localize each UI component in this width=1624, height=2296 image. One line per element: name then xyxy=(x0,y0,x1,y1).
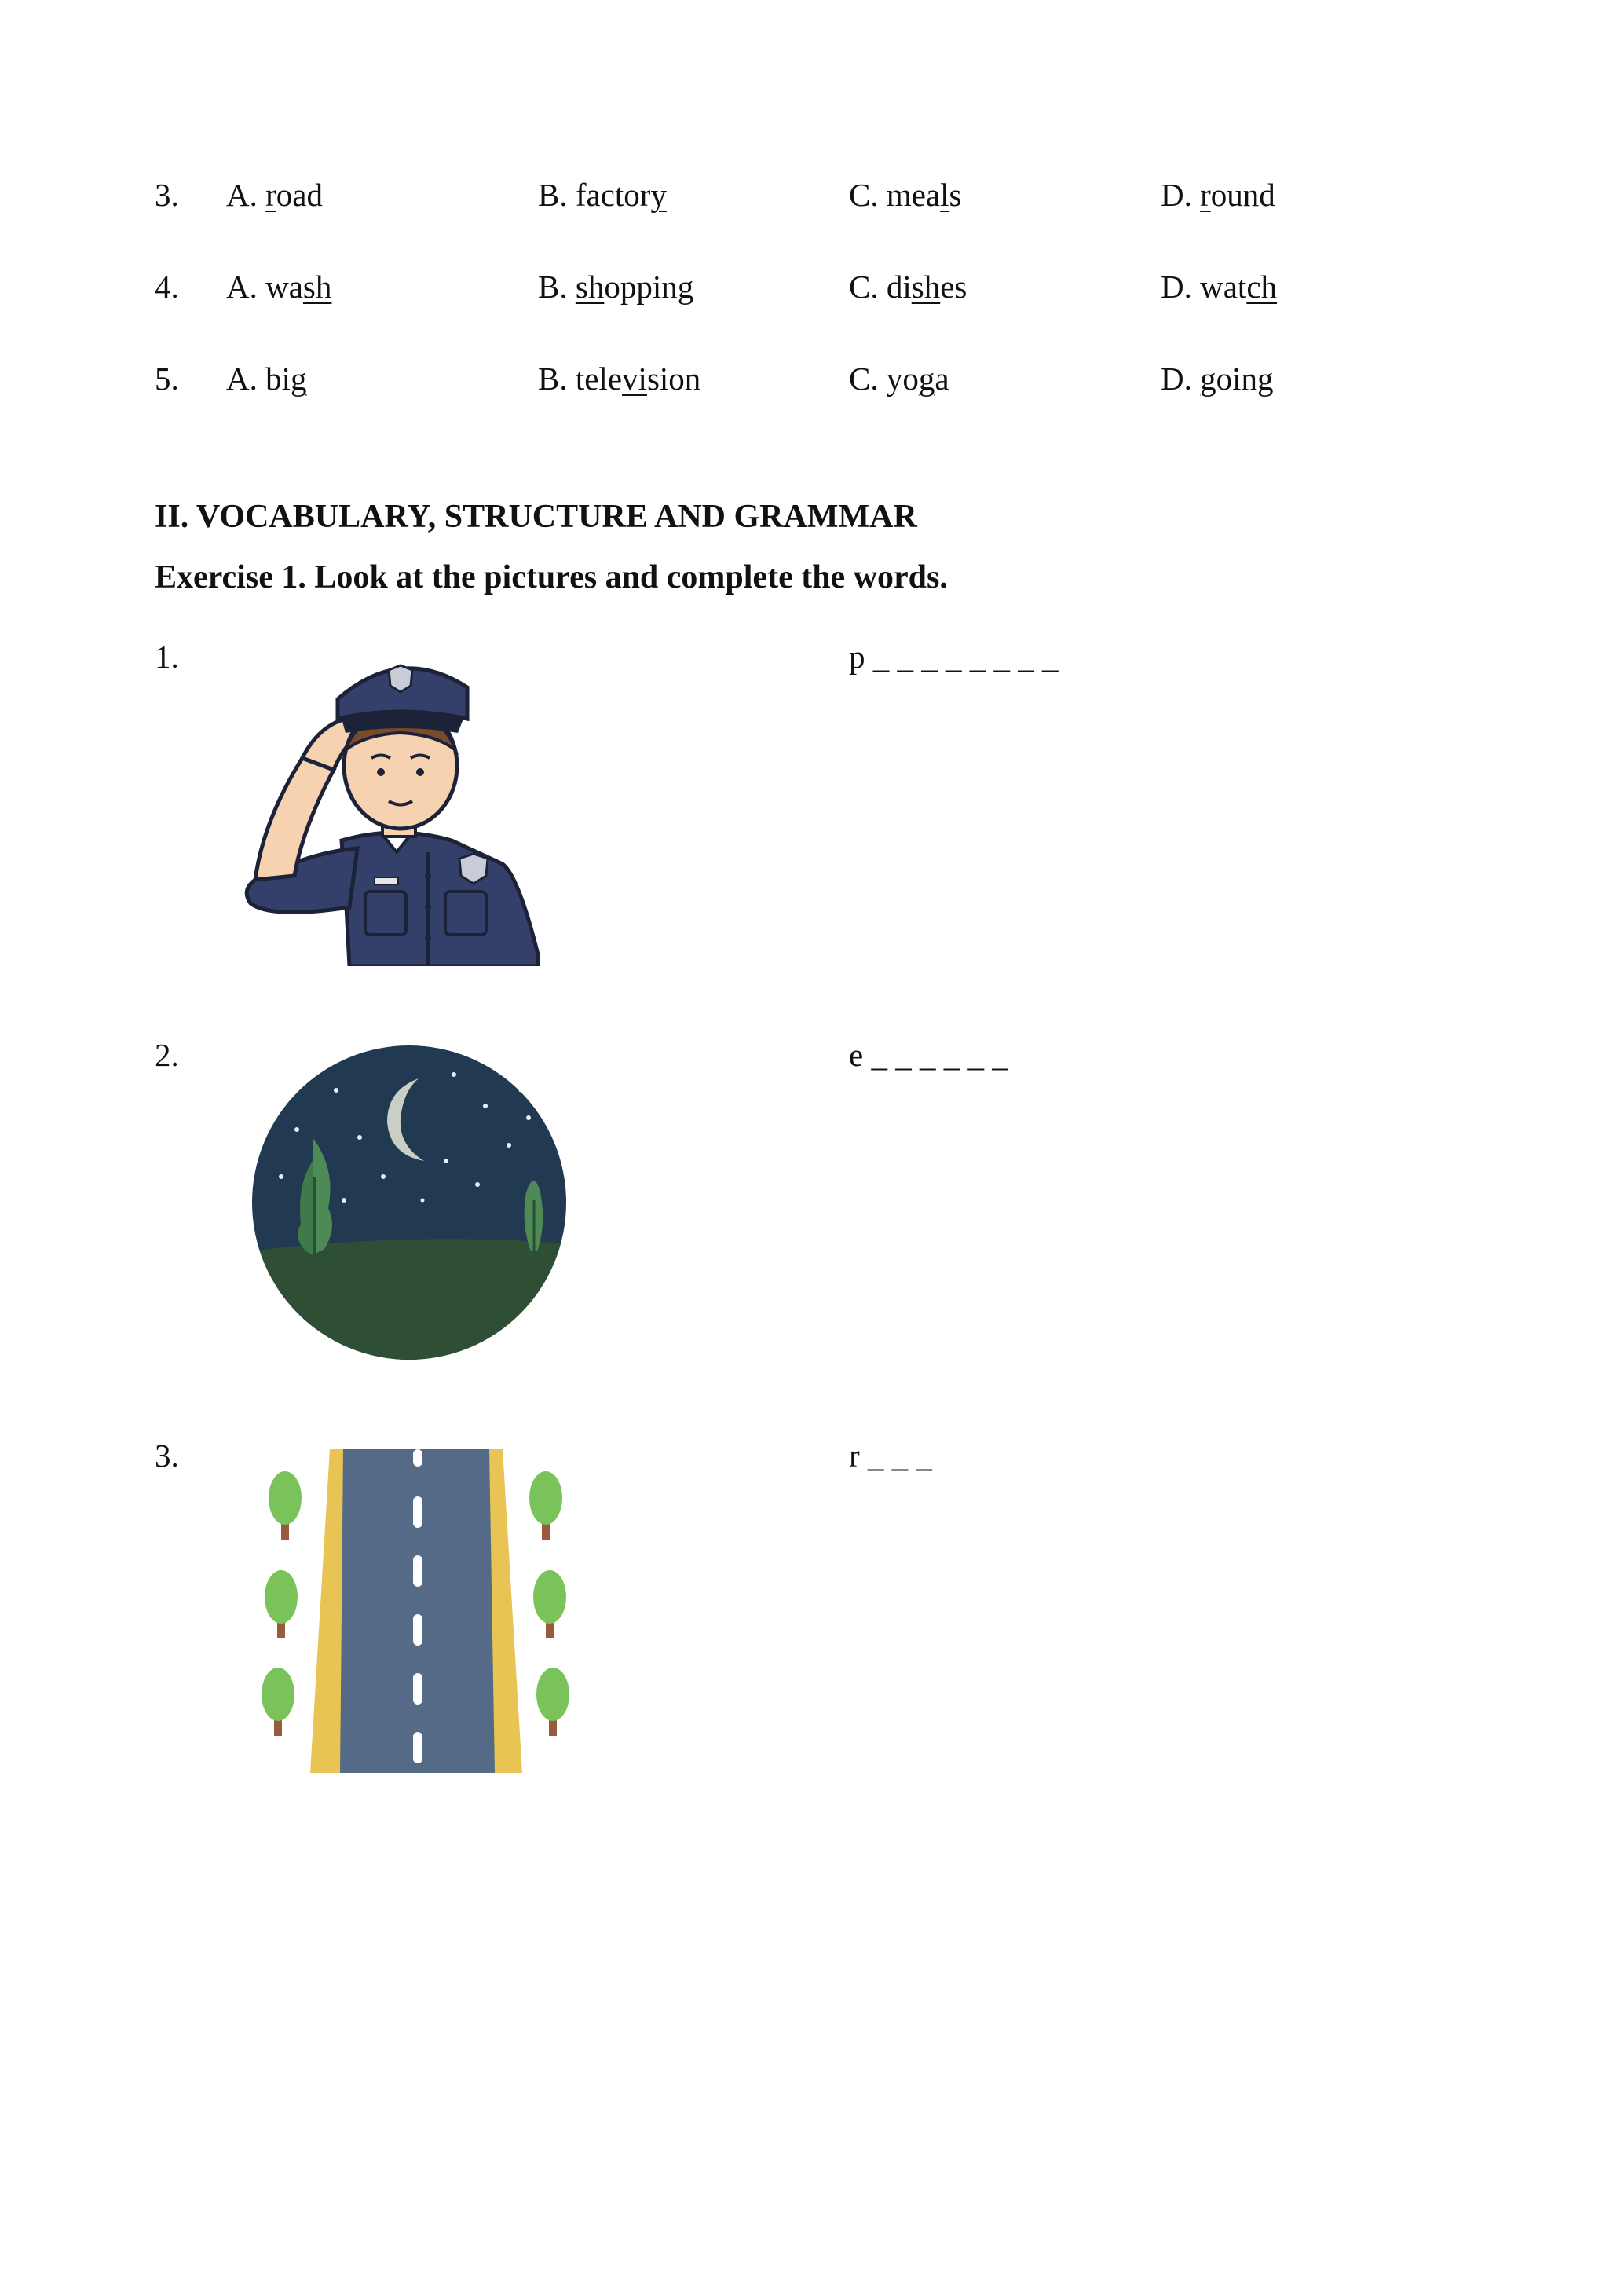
option-a: A. road xyxy=(226,177,323,213)
option-d: D. watch xyxy=(1161,269,1278,305)
option-b: B. factory xyxy=(538,177,667,213)
underlined-letters: g xyxy=(918,361,935,397)
option-b: B. shopping xyxy=(538,269,694,305)
underlined-letters: l xyxy=(940,177,949,213)
underlined-letters: r xyxy=(1200,177,1211,213)
question-row-3 xyxy=(0,171,1624,218)
underlined-letters: sh xyxy=(911,269,941,305)
exercise-title: Exercise 1. Look at the pictures and complete the words. xyxy=(155,559,948,595)
underlined-letters: g xyxy=(1200,361,1216,397)
option-b: B. television xyxy=(538,361,701,397)
road-icon xyxy=(255,1449,577,1775)
option-c: C. meals xyxy=(849,177,962,213)
question-row-4 xyxy=(0,263,1624,310)
option-d: D. round xyxy=(1161,177,1275,213)
tree-icon xyxy=(269,1471,302,1540)
underlined-letters: g xyxy=(291,361,307,397)
question-number: 3. xyxy=(155,177,179,213)
question-row-5 xyxy=(0,355,1624,402)
option-a: A. big xyxy=(226,361,307,397)
option-c: C. dishes xyxy=(849,269,967,305)
question-number: 4. xyxy=(155,269,179,305)
option-c: C. yoga xyxy=(849,361,949,397)
question-number: 5. xyxy=(155,361,179,397)
underlined-letters: sh xyxy=(302,269,332,305)
word-hint-2: e _ _ _ _ _ _ xyxy=(849,1037,1008,1073)
word-hint-1: p _ _ _ _ _ _ _ _ xyxy=(849,639,1059,675)
option-d: D. going xyxy=(1161,361,1274,397)
section-title: II. VOCABULARY, STRUCTURE AND GRAMMAR xyxy=(155,499,917,535)
night-sky-icon xyxy=(250,1043,569,1362)
item-number-2: 2. xyxy=(155,1037,179,1073)
police-officer-icon xyxy=(240,640,554,966)
underlined-letters: r xyxy=(265,177,276,213)
underlined-letters: sh xyxy=(575,269,605,305)
word-hint-3: r _ _ _ xyxy=(849,1437,932,1474)
option-a: A. wash xyxy=(226,269,332,305)
underlined-letters: vi xyxy=(622,361,647,397)
underlined-letters: y xyxy=(650,177,667,213)
item-number-1: 1. xyxy=(155,639,179,675)
underlined-letters: ch xyxy=(1246,269,1278,305)
item-number-3: 3. xyxy=(155,1437,179,1474)
